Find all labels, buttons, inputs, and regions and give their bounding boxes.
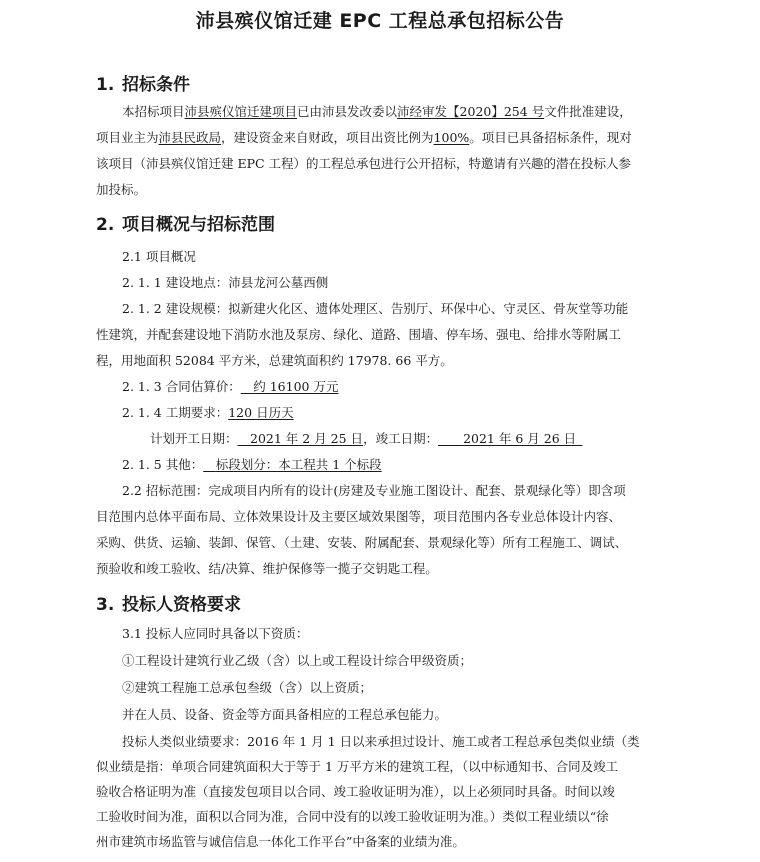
qualification-item: ②建筑工程施工总承包叁级（含）以上资质；: [122, 680, 373, 695]
document-title: 沛县殡仪馆迁建 EPC 工程总承包招标公告: [195, 10, 565, 32]
paragraph-line: 性建筑，并配套建设地下消防水池及泵房、绿化、道路、围墙、停车场、强电、给排水等附属工: [96, 327, 622, 342]
paragraph-line: 验收合格证明为准（直接发包项目以合同、竣工验收证明为准），以上必须同时具备。时间以竣: [96, 784, 615, 799]
paragraph-line: 2.2 招标范围：完成项目内所有的设计(房建及专业施工图设计、配套、景观绿化等）即含项: [122, 483, 626, 498]
contract-price: 约 16100 万元: [253, 379, 339, 394]
planned-start-date: 2021 年 2 月 25 日: [250, 431, 364, 446]
paragraph-line: 投标人类似业绩要求：2016 年 1 月 1 日以来承担过设计、施工或者工程总承包类似业绩（类: [122, 734, 640, 749]
construction-location: 沛县龙河公墓西侧: [228, 275, 329, 290]
paragraph-line: 采购、供货、运输、装卸、保管、（土建、安装、附属配套、景观绿化等）所有工程施工、调试、: [96, 535, 628, 550]
lot-division: 标段划分：本工程共 1 个标段: [215, 457, 382, 472]
approval-number: 沛经审发【2020】254 号: [397, 104, 545, 119]
paragraph-line: 本招标项目沛县殡仪馆迁建项目已由沛县发改委以沛经审发【2020】254 号文件批准建设，: [122, 104, 632, 119]
paragraph-line: 2. 1. 1 建设地点：沛县龙河公墓西侧: [122, 275, 329, 290]
paragraph-line: 2. 1. 5 其他： 标段划分：本工程共 1 个标段: [122, 457, 382, 472]
section-3-heading: [96, 590, 241, 615]
funding-ratio: 100%: [433, 130, 470, 145]
paragraph-line: 该项目（沛县殡仪馆迁建 EPC 工程）的工程总承包进行公开招标，特邀请有兴趣的潜在投标人参: [96, 156, 632, 171]
subsection-heading: 2.1 项目概况: [122, 249, 196, 264]
paragraph-line: 2. 1. 4 工期要求：120 日历天: [122, 405, 294, 420]
section-title: 招标条件: [122, 75, 190, 95]
section-2-heading: [96, 210, 275, 235]
construction-period: 120 日历天: [228, 405, 294, 420]
paragraph-line: 预验收和竣工验收、结/决算、维护保修等一揽子交钥匙工程。: [96, 561, 438, 576]
paragraph-line: 计划开工日期： 2021 年 2 月 25 日，竣工日期： 2021 年 6 月 26 日: [150, 429, 582, 449]
section-number: 1.: [96, 75, 115, 95]
qualification-item: ①工程设计建筑行业乙级（含）以上或工程设计综合甲级资质；: [122, 653, 473, 668]
section-number: 3.: [96, 595, 115, 615]
section-title: 投标人资格要求: [122, 595, 241, 615]
paragraph-line: 加投标。: [96, 182, 147, 197]
section-number: 2.: [96, 215, 115, 235]
paragraph-line: 州市建筑市场监管与诚信信息一体化工作平台”中备案的业绩为准。: [96, 834, 465, 849]
project-owner: 沛县民政局: [158, 130, 222, 145]
paragraph-line: 程，用地面积 52084 平方米，总建筑面积约 17978. 66 平方。: [96, 353, 453, 368]
paragraph-line: 工验收时间为准，面积以合同为准，合同中没有的以竣工验收证明为准。）类似工程业绩以“徐: [96, 809, 609, 824]
paragraph-line: 2. 1. 2 建设规模：拟新建火化区、遗体处理区、告别厅、环保中心、守灵区、骨灰堂等功能: [122, 301, 629, 316]
section-1-heading: [96, 70, 190, 95]
project-name: 沛县殡仪馆迁建项目: [184, 104, 298, 119]
paragraph-line: 2. 1. 3 合同估算价： 约 16100 万元: [122, 379, 339, 394]
paragraph-line: 似业绩是指：单项合同建筑面积大于等于 1 万平方米的建筑工程，（以中标通知书、合同及竣工: [96, 759, 619, 774]
paragraph-line: 目范围内总体平面布局、立体效果设计及主要区域效果图等，项目范围内各专业总体设计内容、: [96, 509, 622, 524]
paragraph-line: 3.1 投标人应同时具备以下资质：: [122, 626, 309, 641]
paragraph-line: 项目业主为沛县民政局，建设资金来自财政，项目出资比例为100%。项目已具备招标条件，现对: [96, 130, 632, 145]
section-title: 项目概况与招标范围: [122, 215, 275, 235]
paragraph-line: 并在人员、设备、资金等方面具备相应的工程总承包能力。: [122, 707, 448, 722]
planned-completion-date: 2021 年 6 月 26 日: [463, 431, 577, 446]
